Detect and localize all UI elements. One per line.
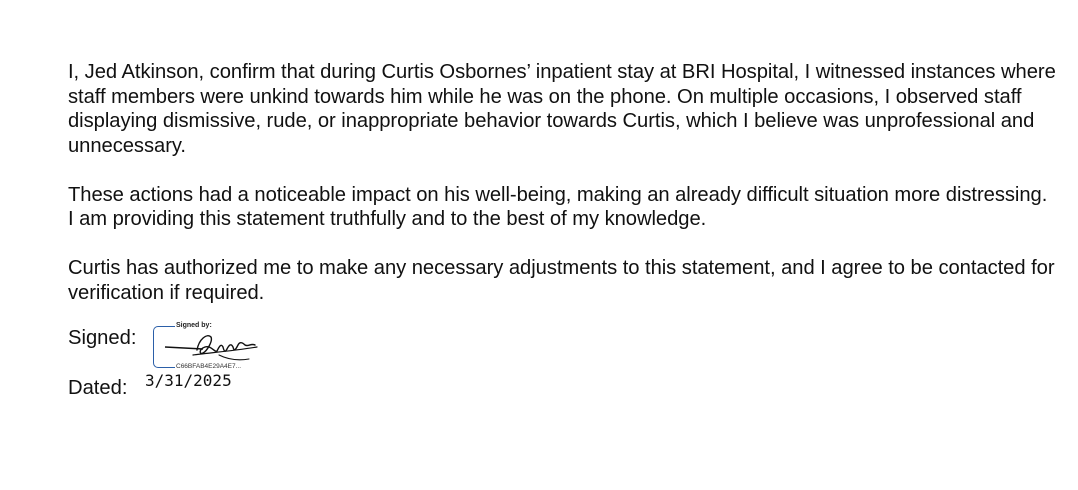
statement-paragraph-2: These actions had a noticeable impact on his well-being, making an already difficult situation more distressing. I am providing this statement truthfully and to the best of my knowledge. [68,183,1048,230]
signature-bottom-line [167,367,175,368]
statement-paragraph-3: Curtis has authorized me to make any necessary adjustments to this statement, and I agree to be contacted for verification if required. [68,257,1055,304]
signed-by-label: Signed by: [176,322,212,329]
handwritten-signature [163,331,263,363]
signature-block [153,323,263,371]
date-value: 3/31/2025 [145,371,232,390]
statement-paragraph-1: I, Jed Atkinson, confirm that during Curtis Osbornes’ inpatient stay at BRI Hospital, I witnessed instances where staff members were unkind towards him while he was on the phone. On multiple occasions, I observed staff displaying dismissive, rude, or inappropriate behavior towards Curtis, which I believe was unprofessional and unnecessary. [68,61,1056,157]
statement-body [68,60,1058,305]
signature-top-line [167,326,175,327]
envelope-id: C66BFAB4E29A4E7... [176,363,242,370]
signed-label: Signed: [68,327,137,349]
dated-label: Dated: [68,377,128,399]
